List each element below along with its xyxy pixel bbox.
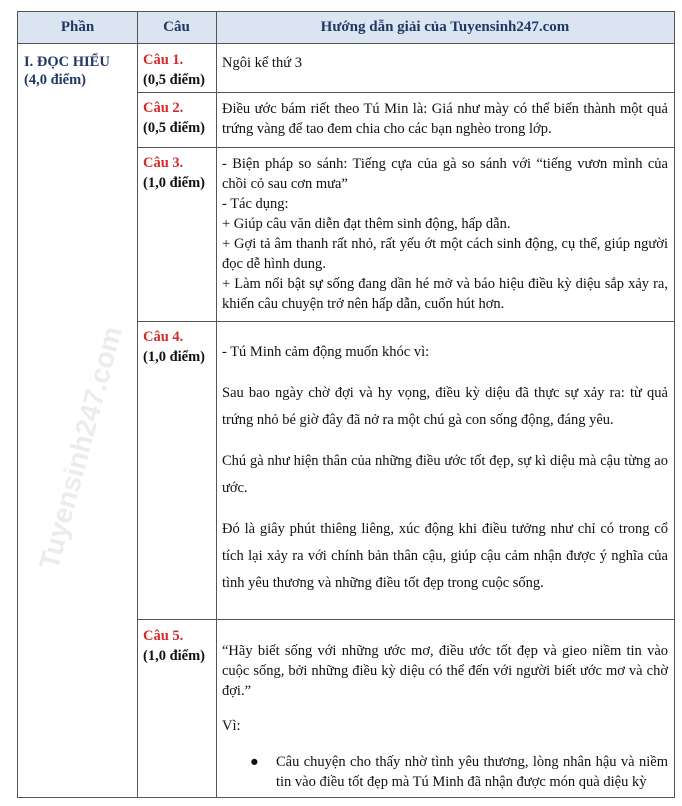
header-part: Phần [60, 19, 95, 35]
question-points: (0,5 điểm) [143, 72, 206, 88]
section-title: I. ĐỌC HIỂU [24, 54, 110, 70]
answer-line: Ngôi kể thứ 3 [222, 55, 302, 71]
question-3-label [143, 153, 205, 193]
row-divider [137, 321, 674, 322]
bullet-icon: ● [250, 754, 259, 770]
answer-line: - Tác dụng: [222, 196, 289, 212]
answer-line: + Làm nổi bật sự sống đang dần hé mở và báo hiệu điều kỳ diệu sắp xảy ra, khiến câu chuyện trở nên hấp dẫn, cuốn hút hơn. [222, 276, 668, 312]
question-2-label [143, 98, 205, 138]
question-number: Câu 2. [143, 100, 184, 116]
column-divider [216, 12, 217, 797]
row-divider [137, 147, 674, 148]
question-points: (1,0 điểm) [143, 175, 206, 191]
answer-line: + Gợi tả âm thanh rất nhỏ, rất yếu ớt một cách sinh động, cụ thể, giúp người đọc dễ hình dung. [222, 236, 668, 272]
answer-line: Câu chuyện cho thấy nhờ tình yêu thương, lòng nhân hậu và niềm tin vào điều tốt đẹp mà Tú Minh đã nhận được món quà diệu kỳ [276, 754, 668, 790]
question-points: (1,0 điểm) [143, 648, 206, 664]
watermark: Tuyensinh247.com [33, 323, 128, 573]
question-number: Câu 5. [143, 628, 184, 644]
answer-1 [222, 53, 668, 73]
answer-line: Vì: [222, 718, 241, 734]
answer-line: - Tú Minh cảm động muốn khóc vì: [222, 344, 430, 360]
answer-table [17, 11, 675, 798]
question-points: (0,5 điểm) [143, 120, 206, 136]
question-number: Câu 3. [143, 155, 184, 171]
question-number: Câu 1. [143, 52, 184, 68]
section-cell [24, 53, 110, 89]
row-divider [137, 619, 674, 620]
bullet-item [250, 752, 668, 792]
answer-line: Chú gà như hiện thân của những điều ước tốt đẹp, sự kì diệu mà cậu từng ao ước. [222, 453, 668, 496]
question-points: (1,0 điểm) [143, 349, 206, 365]
question-4-label [143, 327, 205, 367]
header-question: Câu [163, 19, 190, 35]
header-guide: Hướng dẫn giải của Tuyensinh247.com [320, 19, 570, 35]
question-1-label [143, 50, 205, 90]
answer-2 [222, 99, 668, 139]
answer-line: Đó là giây phút thiêng liêng, xúc động khi điều tưởng như chỉ có trong cổ tích lại xảy ra với chính bản thân cậu, giúp cậu cảm nhận được ý nghĩa của tình yêu thương và những điều tốt đẹp trong cuộc sống. [222, 521, 668, 591]
answer-line: Sau bao ngày chờ đợi và hy vọng, điều kỳ diệu đã thực sự xảy ra: từ quả trứng nhỏ bé giờ đây đã nở ra một chú gà con sống động, đáng yêu. [222, 385, 668, 428]
answer-line: - Biện pháp so sánh: Tiếng cựa của gà so sánh với “tiếng vươn mình của chồi cỏ sau cơn mưa” [222, 156, 668, 192]
answer-line: + Giúp câu văn diễn đạt thêm sinh động, hấp dẫn. [222, 216, 511, 232]
answer-line: “Hãy biết sống với những ước mơ, điều ước tốt đẹp và gieo niềm tin vào cuộc sống, bởi những điều kỳ diệu có thể đến với người biết ước mơ và chờ đợi.” [222, 643, 668, 699]
answer-5 [222, 641, 668, 792]
section-points: (4,0 điểm) [24, 72, 87, 88]
question-number: Câu 4. [143, 329, 184, 345]
row-divider [137, 92, 674, 93]
table-header [18, 12, 674, 44]
answer-4 [222, 339, 668, 597]
column-divider [137, 12, 138, 797]
answer-3 [222, 154, 668, 314]
answer-line: Điều ước bám riết theo Tú Min là: Giá như mày có thể biến thành một quả trứng vàng để tao đem chia cho các bạn nghèo trong lớp. [222, 101, 668, 137]
question-5-label [143, 626, 205, 666]
